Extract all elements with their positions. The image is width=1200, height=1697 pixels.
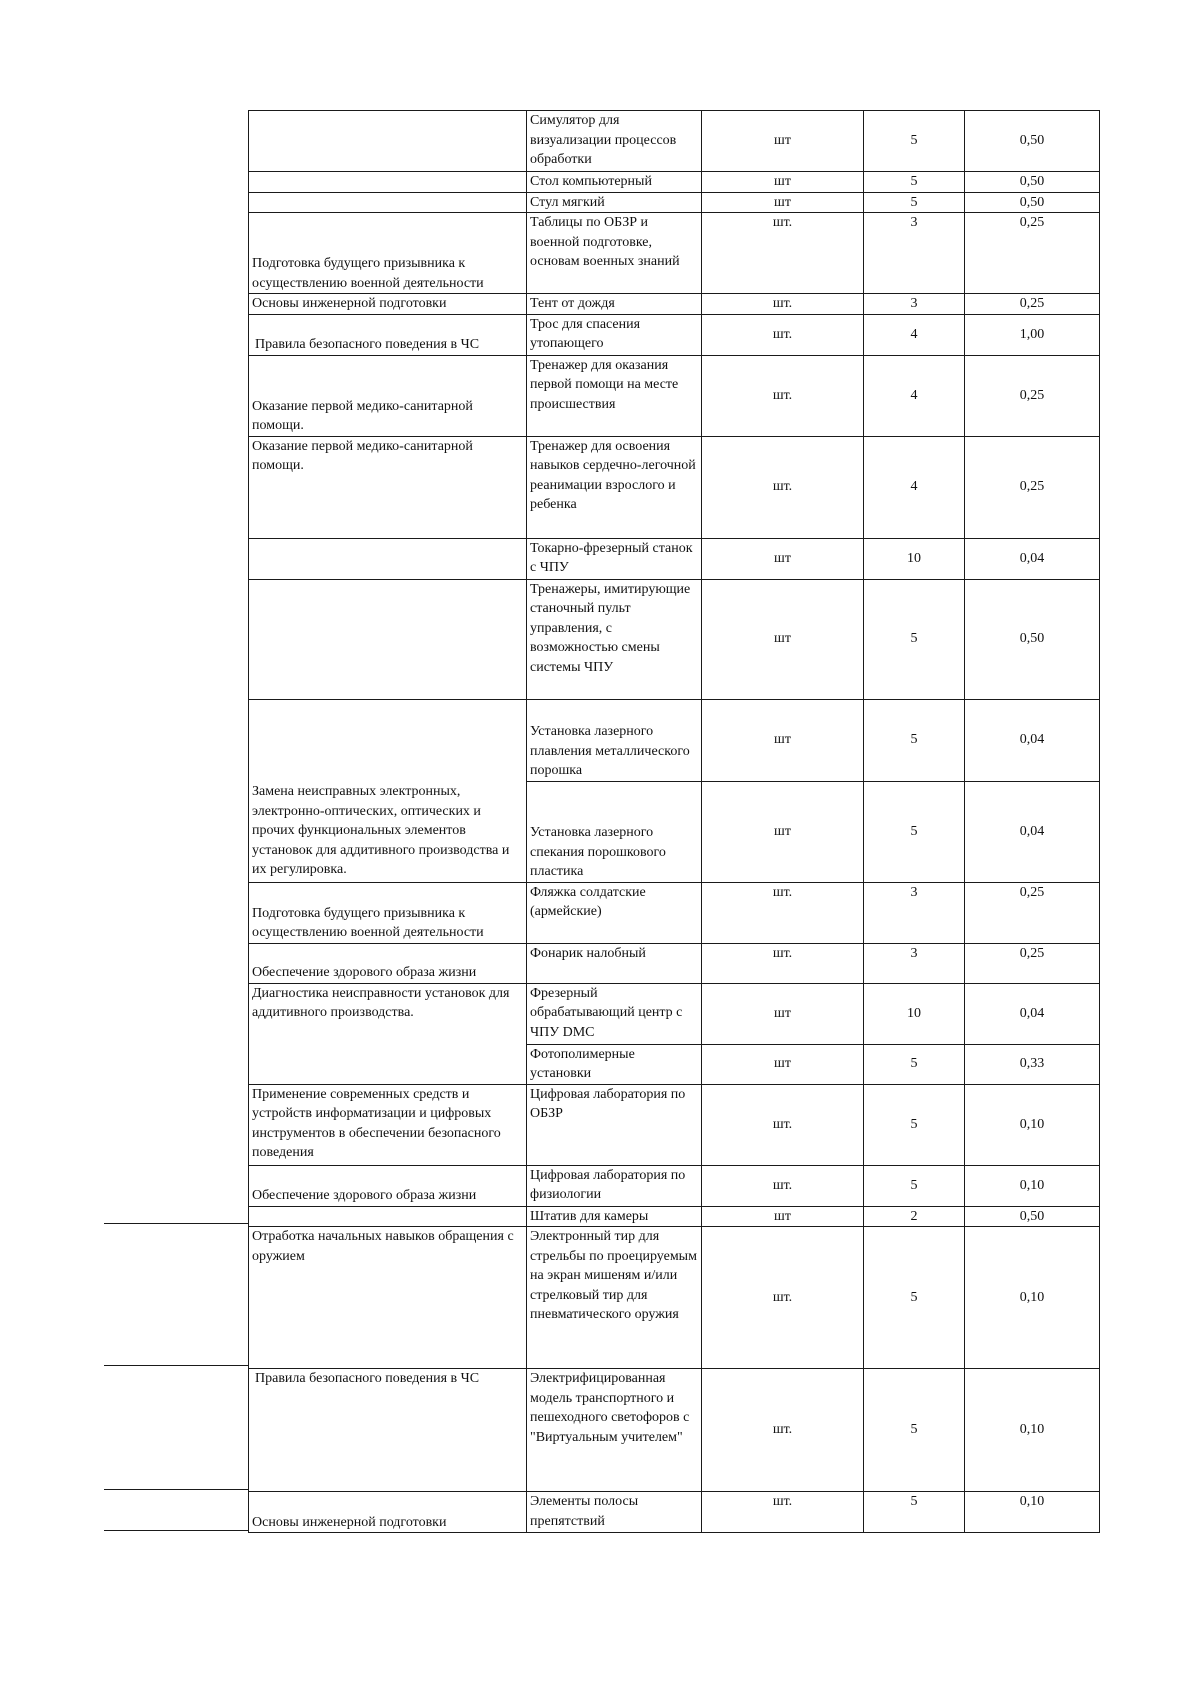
norm-cell: 0,50 [965, 111, 1100, 172]
equipment-cell: Фляжка солдатские (армейские) [527, 882, 702, 943]
topic-cell [249, 1206, 527, 1227]
quantity-cell: 2 [864, 1206, 965, 1227]
topic-cell: Основы инженерной подготовки [249, 294, 527, 315]
equipment-cell: Стол компьютерный [527, 172, 702, 193]
topic-cell: Замена неисправных электронных, электронно-оптических, оптических и прочих функциональных элементов установок для аддитивного производства и их регулировка. [249, 699, 527, 882]
table-row [249, 983, 1100, 1044]
equipment-cell: Тренажеры, имитирующие станочный пульт управления, с возможностью смены системы ЧПУ [527, 579, 702, 699]
equipment-cell: Стул мягкий [527, 192, 702, 213]
table-row [249, 355, 1100, 436]
table-row [249, 172, 1100, 193]
unit-cell: шт. [702, 1369, 864, 1492]
topic-cell: Оказание первой медико-санитарной помощи. [249, 355, 527, 436]
table-row [249, 1492, 1100, 1533]
unit-cell: шт [702, 1044, 864, 1084]
equipment-cell: Электрифицированная модель транспортного и пешеходного светофоров с "Виртуальным учителем" [527, 1369, 702, 1492]
norm-cell: 0,50 [965, 1206, 1100, 1227]
norm-cell: 0,25 [965, 213, 1100, 294]
unit-cell: шт [702, 1206, 864, 1227]
equipment-cell: Установка лазерного плавления металлического порошка [527, 699, 702, 781]
topic-cell: Правила безопасного поведения в ЧС [249, 1369, 527, 1492]
equipment-cell: Тренажер для освоения навыков сердечно-легочной реанимации взрослого и ребенка [527, 436, 702, 538]
topic-cell [249, 538, 527, 579]
norm-cell: 0,25 [965, 943, 1100, 983]
unit-cell: шт. [702, 436, 864, 538]
unit-cell: шт. [702, 1492, 864, 1533]
table-row [249, 699, 1100, 781]
equipment-cell: Цифровая лаборатория по физиологии [527, 1165, 702, 1206]
norm-cell: 0,10 [965, 1369, 1100, 1492]
topic-cell: Обеспечение здорового образа жизни [249, 1165, 527, 1206]
table-row [249, 882, 1100, 943]
table-row [249, 538, 1100, 579]
equipment-cell: Тент от дождя [527, 294, 702, 315]
unit-cell: шт [702, 192, 864, 213]
quantity-cell: 10 [864, 538, 965, 579]
equipment-cell: Тренажер для оказания первой помощи на месте происшествия [527, 355, 702, 436]
unit-cell: шт [702, 983, 864, 1044]
norm-cell: 0,50 [965, 579, 1100, 699]
equipment-cell: Фотополимерные установки [527, 1044, 702, 1084]
norm-cell: 0,33 [965, 1044, 1100, 1084]
equipment-cell: Симулятор для визуализации процессов обработки [527, 111, 702, 172]
equipment-cell: Трос для спасения утопающего [527, 314, 702, 355]
norm-cell: 1,00 [965, 314, 1100, 355]
equipment-cell: Фрезерный обрабатывающий центр с ЧПУ DMC [527, 983, 702, 1044]
table-row [249, 192, 1100, 213]
left-rule [104, 1489, 249, 1490]
unit-cell: шт. [702, 1165, 864, 1206]
topic-cell: Применение современных средств и устройств информатизации и цифровых инструментов в обеспечении безопасного поведения [249, 1084, 527, 1165]
left-rule [104, 1530, 249, 1531]
topic-cell: Диагностика неисправности установок для аддитивного производства. [249, 983, 527, 1084]
quantity-cell: 3 [864, 943, 965, 983]
quantity-cell: 5 [864, 1044, 965, 1084]
unit-cell: шт. [702, 355, 864, 436]
topic-cell [249, 172, 527, 193]
topic-cell: Оказание первой медико-санитарной помощи. [249, 436, 527, 538]
unit-cell: шт [702, 781, 864, 882]
unit-cell: шт [702, 172, 864, 193]
norm-cell: 0,04 [965, 781, 1100, 882]
unit-cell: шт. [702, 882, 864, 943]
table-row [249, 1206, 1100, 1227]
norm-cell: 0,50 [965, 192, 1100, 213]
quantity-cell: 5 [864, 192, 965, 213]
quantity-cell: 5 [864, 111, 965, 172]
norm-cell: 0,10 [965, 1227, 1100, 1369]
quantity-cell: 3 [864, 213, 965, 294]
topic-cell: Основы инженерной подготовки [249, 1492, 527, 1533]
equipment-cell: Фонарик налобный [527, 943, 702, 983]
quantity-cell: 4 [864, 355, 965, 436]
quantity-cell: 5 [864, 1369, 965, 1492]
norm-cell: 0,04 [965, 983, 1100, 1044]
quantity-cell: 5 [864, 1227, 965, 1369]
norm-cell: 0,25 [965, 294, 1100, 315]
topic-cell: Подготовка будущего призывника к осуществлению военной деятельности [249, 213, 527, 294]
quantity-cell: 5 [864, 579, 965, 699]
norm-cell: 0,50 [965, 172, 1100, 193]
table-row [249, 111, 1100, 172]
norm-cell: 0,04 [965, 538, 1100, 579]
equipment-cell: Установка лазерного спекания порошкового пластика [527, 781, 702, 882]
equipment-cell: Таблицы по ОБЗР и военной подготовке, основам военных знаний [527, 213, 702, 294]
topic-cell [249, 111, 527, 172]
equipment-cell: Элементы полосы препятствий [527, 1492, 702, 1533]
quantity-cell: 5 [864, 699, 965, 781]
table-row [249, 579, 1100, 699]
topic-cell: Подготовка будущего призывника к осуществлению военной деятельности [249, 882, 527, 943]
unit-cell: шт. [702, 1227, 864, 1369]
table-row [249, 1084, 1100, 1165]
left-rule [104, 1223, 249, 1224]
unit-cell: шт. [702, 943, 864, 983]
quantity-cell: 3 [864, 882, 965, 943]
unit-cell: шт. [702, 213, 864, 294]
topic-cell [249, 192, 527, 213]
table-row [249, 436, 1100, 538]
quantity-cell: 3 [864, 294, 965, 315]
topic-cell: Обеспечение здорового образа жизни [249, 943, 527, 983]
table-row [249, 294, 1100, 315]
unit-cell: шт. [702, 294, 864, 315]
equipment-cell: Электронный тир для стрельбы по проецируемым на экран мишеням и/или стрелковый тир для пневматического оружия [527, 1227, 702, 1369]
unit-cell: шт [702, 699, 864, 781]
norm-cell: 0,04 [965, 699, 1100, 781]
norm-cell: 0,10 [965, 1165, 1100, 1206]
quantity-cell: 4 [864, 436, 965, 538]
left-rule [104, 1365, 249, 1366]
quantity-cell: 5 [864, 781, 965, 882]
norm-cell: 0,25 [965, 355, 1100, 436]
norm-cell: 0,10 [965, 1084, 1100, 1165]
norm-cell: 0,25 [965, 882, 1100, 943]
table-row [249, 943, 1100, 983]
norm-cell: 0,25 [965, 436, 1100, 538]
equipment-cell: Токарно-фрезерный станок с ЧПУ [527, 538, 702, 579]
table-row [249, 1227, 1100, 1369]
unit-cell: шт. [702, 1084, 864, 1165]
table-row [249, 213, 1100, 294]
table-row [249, 314, 1100, 355]
quantity-cell: 5 [864, 1492, 965, 1533]
quantity-cell: 5 [864, 1165, 965, 1206]
topic-cell: Отработка начальных навыков обращения с оружием [249, 1227, 527, 1369]
quantity-cell: 10 [864, 983, 965, 1044]
topic-cell [249, 579, 527, 699]
quantity-cell: 5 [864, 172, 965, 193]
quantity-cell: 4 [864, 314, 965, 355]
equipment-table [248, 110, 1100, 1533]
table-row [249, 1165, 1100, 1206]
table-row [249, 1369, 1100, 1492]
topic-cell: Правила безопасного поведения в ЧС [249, 314, 527, 355]
unit-cell: шт. [702, 314, 864, 355]
equipment-cell: Цифровая лаборатория по ОБЗР [527, 1084, 702, 1165]
norm-cell: 0,10 [965, 1492, 1100, 1533]
equipment-cell: Штатив для камеры [527, 1206, 702, 1227]
unit-cell: шт [702, 111, 864, 172]
quantity-cell: 5 [864, 1084, 965, 1165]
unit-cell: шт [702, 538, 864, 579]
unit-cell: шт [702, 579, 864, 699]
